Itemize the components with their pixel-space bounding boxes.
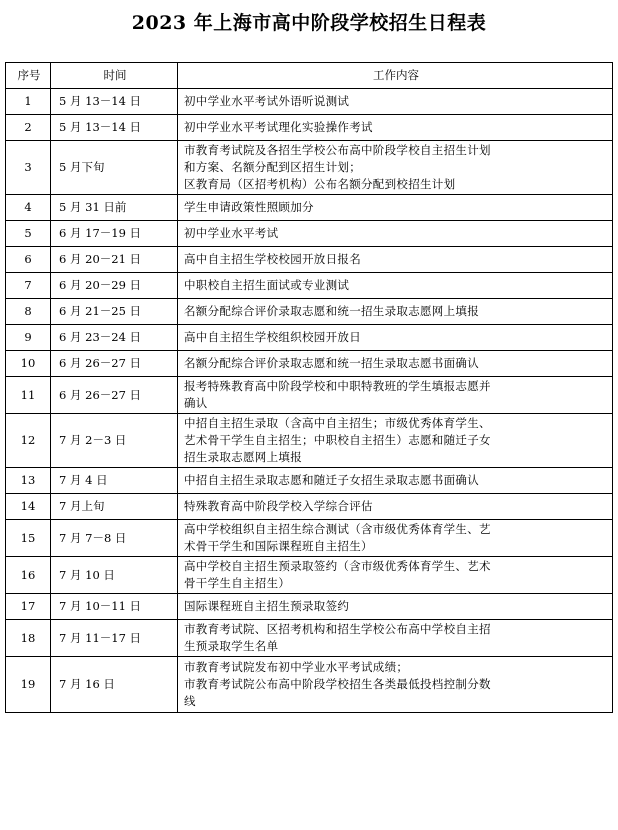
row-index: 11 — [6, 377, 51, 414]
row-content-line: 特殊教育高中阶段学校入学综合评估 — [184, 499, 373, 513]
row-content-line: 生预录取学生名单 — [184, 639, 279, 653]
row-content-line: 和方案、名额分配到区招生计划； — [184, 160, 361, 174]
row-content-line: 中招自主招生录取（含高中自主招生；市级优秀体育学生、 — [184, 416, 491, 430]
row-content-line: 报考特殊教育高中阶段学校和中职特教班的学生填报志愿并 — [184, 379, 491, 393]
row-content-line: 招生录取志愿网上填报 — [184, 450, 302, 464]
row-content — [178, 115, 613, 141]
row-index: 19 — [6, 657, 51, 713]
row-content — [178, 247, 613, 273]
row-content — [178, 141, 613, 195]
table-row — [6, 115, 613, 141]
row-time: 7 月上旬 — [51, 494, 178, 520]
row-content — [178, 414, 613, 468]
table-header-row — [6, 63, 613, 89]
row-time: 5 月 13－14 日 — [51, 115, 178, 141]
row-content-line: 中招自主招生录取志愿和随迁子女招生录取志愿书面确认 — [184, 473, 479, 487]
row-content-line: 高中学校自主招生预录取签约（含市级优秀体育学生、艺术 — [184, 559, 491, 573]
row-content — [178, 273, 613, 299]
table-row — [6, 620, 613, 657]
header-index: 序号 — [6, 63, 51, 89]
row-time: 6 月 26－27 日 — [51, 351, 178, 377]
row-content-line: 中职校自主招生面试或专业测试 — [184, 278, 350, 292]
row-content — [178, 468, 613, 494]
row-content — [178, 221, 613, 247]
row-content — [178, 377, 613, 414]
row-content-line: 学生申请政策性照顾加分 — [184, 200, 314, 214]
row-time: 6 月 21－25 日 — [51, 299, 178, 325]
row-content-line: 市教育考试院发布初中学业水平考试成绩； — [184, 660, 409, 674]
table-row — [6, 247, 613, 273]
row-index: 15 — [6, 520, 51, 557]
row-content-line: 初中学业水平考试 — [184, 226, 279, 240]
row-content — [178, 620, 613, 657]
table-row — [6, 657, 613, 713]
row-content-line: 高中自主招生学校校园开放日报名 — [184, 252, 361, 266]
row-content — [178, 557, 613, 594]
row-index: 8 — [6, 299, 51, 325]
table-row — [6, 89, 613, 115]
row-index: 13 — [6, 468, 51, 494]
row-index: 3 — [6, 141, 51, 195]
row-time: 7 月 4 日 — [51, 468, 178, 494]
table-row — [6, 557, 613, 594]
row-content — [178, 89, 613, 115]
row-content — [178, 594, 613, 620]
row-content — [178, 520, 613, 557]
row-content-line: 术骨干学生和国际课程班自主招生） — [184, 539, 373, 553]
row-content-line: 高中学校组织自主招生综合测试（含市级优秀体育学生、艺 — [184, 522, 491, 536]
schedule-table — [5, 62, 613, 713]
row-content-line: 区教育局（区招考机构）公布名额分配到校招生计划 — [184, 177, 456, 191]
row-index: 18 — [6, 620, 51, 657]
table-row — [6, 299, 613, 325]
row-content-line: 名额分配综合评价录取志愿和统一招生录取志愿书面确认 — [184, 356, 479, 370]
row-index: 12 — [6, 414, 51, 468]
row-content-line: 国际课程班自主招生预录取签约 — [184, 599, 350, 613]
row-content-line: 初中学业水平考试外语听说测试 — [184, 94, 350, 108]
row-index: 16 — [6, 557, 51, 594]
row-time: 6 月 20－21 日 — [51, 247, 178, 273]
row-content-line: 骨干学生自主招生） — [184, 576, 291, 590]
row-index: 4 — [6, 195, 51, 221]
row-content-line: 市教育考试院公布高中阶段学校招生各类最低投档控制分数 — [184, 677, 491, 691]
table-row — [6, 494, 613, 520]
row-time: 6 月 17－19 日 — [51, 221, 178, 247]
row-time: 6 月 23－24 日 — [51, 325, 178, 351]
header-time: 时间 — [51, 63, 178, 89]
row-time: 7 月 11－17 日 — [51, 620, 178, 657]
row-time: 7 月 16 日 — [51, 657, 178, 713]
row-time: 5 月 31 日前 — [51, 195, 178, 221]
row-content-line: 初中学业水平考试理化实验操作考试 — [184, 120, 373, 134]
table-row — [6, 594, 613, 620]
row-time: 6 月 20－29 日 — [51, 273, 178, 299]
row-content-line: 名额分配综合评价录取志愿和统一招生录取志愿网上填报 — [184, 304, 479, 318]
row-time: 5 月下旬 — [51, 141, 178, 195]
row-content — [178, 351, 613, 377]
row-index: 6 — [6, 247, 51, 273]
row-content-line: 艺术骨干学生自主招生；中职校自主招生）志愿和随迁子女 — [184, 433, 491, 447]
row-time: 7 月 2－3 日 — [51, 414, 178, 468]
row-content — [178, 657, 613, 713]
header-content: 工作内容 — [178, 63, 613, 89]
table-body — [6, 89, 613, 713]
row-index: 14 — [6, 494, 51, 520]
row-index: 10 — [6, 351, 51, 377]
row-content — [178, 494, 613, 520]
row-content — [178, 325, 613, 351]
row-time: 5 月 13－14 日 — [51, 89, 178, 115]
row-time: 7 月 7－8 日 — [51, 520, 178, 557]
table-row — [6, 325, 613, 351]
table-row — [6, 414, 613, 468]
row-index: 5 — [6, 221, 51, 247]
row-content-line: 线 — [184, 694, 196, 708]
row-time: 6 月 26－27 日 — [51, 377, 178, 414]
table-row — [6, 520, 613, 557]
row-time: 7 月 10－11 日 — [51, 594, 178, 620]
table-row — [6, 221, 613, 247]
row-content-line: 市教育考试院及各招生学校公布高中阶段学校自主招生计划 — [184, 143, 491, 157]
table-row — [6, 195, 613, 221]
row-index: 7 — [6, 273, 51, 299]
row-content-line: 高中自主招生学校组织校园开放日 — [184, 330, 361, 344]
row-content — [178, 195, 613, 221]
table-row — [6, 273, 613, 299]
row-index: 1 — [6, 89, 51, 115]
page-title: 2023 年上海市高中阶段学校招生日程表 — [131, 12, 487, 34]
table-row — [6, 377, 613, 414]
row-index: 2 — [6, 115, 51, 141]
row-time: 7 月 10 日 — [51, 557, 178, 594]
row-content-line: 市教育考试院、区招考机构和招生学校公布高中学校自主招 — [184, 622, 491, 636]
row-index: 9 — [6, 325, 51, 351]
row-index: 17 — [6, 594, 51, 620]
table-row — [6, 468, 613, 494]
row-content — [178, 299, 613, 325]
row-content-line: 确认 — [184, 396, 208, 410]
table-row — [6, 351, 613, 377]
table-row — [6, 141, 613, 195]
